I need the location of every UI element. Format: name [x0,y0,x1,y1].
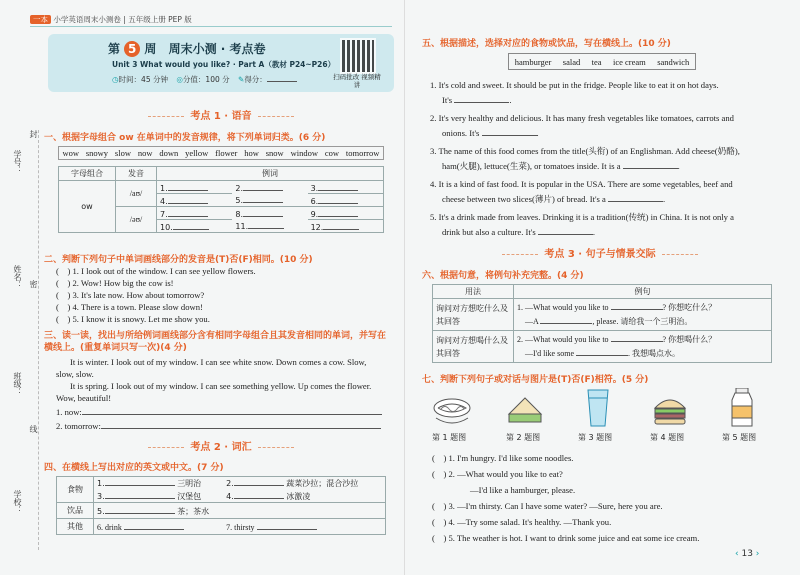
topic-2: 考点 2 · 词汇 [48,438,394,453]
s2-title: 二、判断下列句子中单词画线部分的发音是(T)否(F)相同。(10 分) [44,255,313,265]
list-item: ( ) 4. —Try some salad. It's healthy. —Thank you. [432,517,612,527]
s5-list: 1. It's cold and sweet. It should be put in the fridge. People like to eat it on hot days. It's . 2. It's very healthy and delicious. It has many fresh vegetables like tomatoes, carrots and onions. It's . 3. The name of this food comes from the title(头衔) of an Englishman. Add cheese(奶酪), ham(火腿), lettuce(生菜), or tomatoes inside. It is a . 4. It is a kind of fast food. It is popular in the USA. There are some vegetables, beef and cheese between two slices(薄片) of bread. It's a . 5. It's a drink made from leaves. Drinking it is a tradition(传统) in China. It is not only a drink but also a culture. It's . [430,80,740,237]
meta-line: ◷时间：45 分钟 ◎分值：100 分 ✎得分： [112,73,297,86]
sort-table: 字母组合 发音 例词 ow /aʊ/ 1. 2. 3. 4. 5. 6. /əʊ/ 7. 8. 9. 10. 11. 12. [58,166,384,233]
topic-3: 考点 3 · 句子与情景交际 [420,245,780,260]
header: 一本 小学英语周末小测卷 | 五年级上册 PEP 版 [30,14,192,25]
pic-label: 第 5 题图 [722,433,757,442]
list-item: ( ) 3. It's late now. How about tomorrow? [56,290,205,300]
score-icon: ◎ [176,75,183,84]
s3-passage: It is winter. I look out of my window. I can see white snow. Down comes a cow. Slow, slow, slow. It is spring. I look out of my window. I can see something yellow. Up comes the flower. Wow, beautiful! 1. now: 2. tomorrow: [56,356,382,432]
qr-caption: 扫码批改 视频精讲 [333,73,381,89]
pic-label: 第 1 题图 [432,433,467,442]
list-item: ( ) 4. There is a town. Please slow down! [56,302,203,312]
s1-title: 一、根据字母组合 ow 在单词中的发音规律，将下列单词归类。(6 分) [44,133,326,143]
page-number: ‹ 13 › [735,549,760,559]
brand-badge: 一本 [30,15,51,24]
s3-answer-2[interactable]: 2. tomorrow: [56,420,382,432]
page-fold [404,0,405,575]
sandwich-image [505,388,545,428]
pic-label: 第 3 题图 [578,433,613,442]
margin-name: 姓名： [13,265,22,289]
list-item: ( ) 2. —What would you like to eat? [432,469,563,479]
margin-dense: 密 [29,280,38,288]
list-item: ( ) 5. I know it is snowy. Let me show you. [56,314,210,324]
sentence-table: 用法 例句 询问对方想吃什么及其回答 1. —What would you like to ? 你想吃什么？ —A , please. 请给我一个三明治。 询问对方想喝什么及其回答 2. —What would you like to ? 你想喝什么？ —I'd like some . 我想喝点水。 [432,284,772,363]
page-title: 第 5 周 周末小测 · 考点卷 [108,42,266,56]
pen-icon: ✎ [238,75,245,84]
pic-label: 第 4 题图 [650,433,685,442]
hamburger-image [650,388,690,428]
s7-list: ( ) 1. I'm hungry. I'd like some noodles. ( ) 2. —What would you like to eat? —I'd like a hamburger, please. ( ) 3. —I'm thirsty. Can I have some water? —Sure, here you are. ( ) 4. —Try some salad. It's healthy. —Thank you. ( ) 5. The weather is hot. I want to drink some juice and eat some ice cream. [432,450,699,546]
noodles-image [432,388,472,428]
list-item: ( ) 1. I look out of the window. I can see yellow flowers. [56,266,256,276]
binding-dash [38,130,39,550]
s3-title: 三、读一读，找出与所给例词画线部分含有相同字母组合且其发音相同的单词，并写在横线上。(重复单词只写一次)(4 分) [44,331,387,353]
water-glass-image [578,388,618,428]
week-badge: 5 [124,41,140,57]
s4-title: 四、在横线上写出对应的英文或中文。(7 分) [44,463,224,473]
topic-1: 考点 1 · 语音 [48,107,394,122]
list-item: ( ) 3. —I'm thirsty. Can I have some water? —Sure, here you are. [432,501,663,511]
clock-icon: ◷ [112,75,119,84]
list-item: ( ) 5. The weather is hot. I want to drink some juice and eat some ice cream. [432,533,700,543]
unit-line: Unit 3 What would you like? · Part A（教材 P24~P26） [112,60,336,69]
header-rule [30,26,392,27]
margin-seal: 封 [29,130,38,138]
s6-title: 六、根据句意，将例句补充完整。(4 分) [422,271,584,281]
word-box: wow snowy slow now down yellow flower how snow window cow tomorrow [58,146,384,160]
juice-bottle-image [722,388,762,428]
list-item: ( ) 2. Wow! How big the cow is! [56,278,174,288]
s7-title: 七、判断下列句子或对话与图片是(T)否(F)相符。(5 分) [422,375,649,385]
s5-title: 五、根据描述，选择对应的食物或饮品，写在横线上。(10 分) [422,39,671,49]
margin-school: 学校： [13,490,22,514]
s3-answer-1[interactable]: 1. now: [56,406,382,418]
margin-class: 班级： [13,372,22,396]
margin-line: 线 [29,425,38,433]
s2-list [56,265,256,325]
list-item: ( ) 1. I'm hungry. I'd like some noodles. [432,453,574,463]
pic-label: 第 2 题图 [506,433,541,442]
qr-code[interactable] [340,38,376,74]
vocab-table: 食物 1. 三明治 2. 蔬菜沙拉；混合沙拉 3. 汉堡包 4. 冰激凌 饮品 5. 茶；茶水 其他 6. drink 7. thirsty [56,476,386,535]
word-bank: hamburger salad tea ice cream sandwich [508,53,696,70]
margin-id: 学号： [13,150,22,174]
